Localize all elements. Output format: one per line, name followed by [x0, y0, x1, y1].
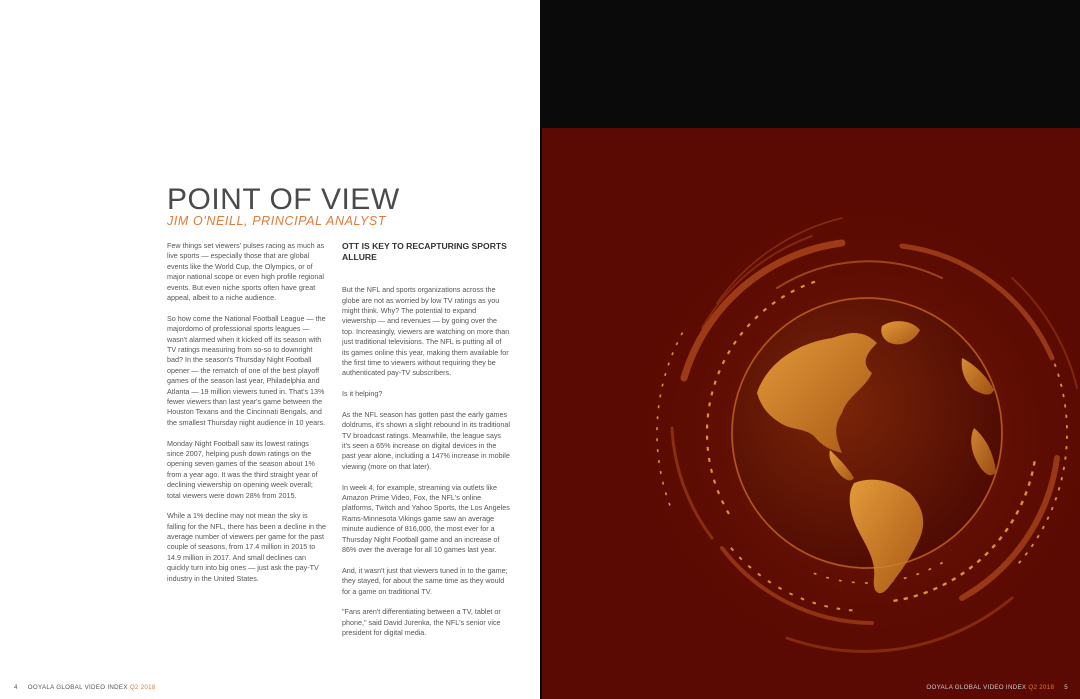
ring-dot [657, 416, 659, 419]
ring-dot [706, 425, 708, 429]
ring-dot [1066, 425, 1068, 428]
ring-dot [656, 438, 658, 441]
ring-dot [865, 582, 868, 584]
paragraph: And, it wasn't just that viewers tuned in to the game; they stayed, for about the same time as they would for a game on traditional TV. [342, 565, 508, 596]
section-heading: OTT IS KEY TO RECAPTURING SPORTS ALLURE [342, 241, 507, 262]
ring-dot [1065, 415, 1067, 418]
right-page [540, 0, 1080, 699]
paragraph: In week 4, for example, streaming via outlets like Amazon Prime Video, Fox, the NFL's online platforms, Twitch and Yahoo Sports, the Los Angeles Rams-Minnesota Vikings game saw an average minute audience of 816,000, the most ever for a Thursday Night Football game and an increase of 86% over the average for all 10 games last year. [342, 482, 510, 555]
ring-dot [657, 449, 659, 452]
footer-right [926, 684, 1068, 691]
paragraph: As the NFL season has gotten past the early games doldrums, it's shown a slight rebound in its traditional TV broadcast ratings. Meanwhile, the league says it's seen a 65% increase on digital devices in the past year alone, including a 147% increase in mobile viewing (more on that later). [342, 409, 510, 471]
footer-brand: OOYALA GLOBAL VIDEO INDEX [27, 684, 128, 691]
ring-dot [1065, 446, 1067, 449]
ring-dot [1066, 436, 1068, 439]
footer-period: Q2 2018 [1028, 684, 1055, 691]
page-number: 4 [14, 684, 18, 691]
article-column-1 [167, 241, 327, 594]
paragraph: Monday Night Football saw its lowest ratings since 2007, helping push down ratings on the opening seven games of the season about 1% from a year ago. It was the third straight year of declining viewership on opening week overall; total viewers were down 28% from 2015. [167, 438, 318, 500]
ring-dot [707, 413, 710, 417]
paragraph: "Fans aren't differentiating between a TV, tablet or phone," said David Jurenka, the NFL's senior vice president for digital media. [342, 607, 501, 638]
ring-dot [852, 581, 855, 583]
author-byline: JIM O'NEILL, PRINCIPAL ANALYST [167, 214, 387, 228]
page-title: POINT OF VIEW [167, 183, 400, 216]
footer-period: Q2 2018 [129, 684, 156, 691]
paragraph: Is it helping? [342, 389, 383, 399]
footer-brand: OOYALA GLOBAL VIDEO INDEX [926, 684, 1027, 691]
footer-left [14, 684, 156, 691]
globe-artwork-panel [542, 128, 1080, 699]
paragraph: So how come the National Football League — the majordomo of professional sports leagues — wasn't alarmed when it kicked off its season with TV ratings measuring from so-so to downright bad? In the season's Thursday Night Football opener — the rematch of one of the best playoff games of the season last year, Philadelphia and Atlanta — 19 million viewers tuned in. That's 13% fewer viewers than last year's game between the Houston Texans and the Cincinnati Bengals, and the smallest Thursday night audience in 10 years. [167, 313, 326, 427]
paragraph: Few things set viewers' pulses racing as much as live sports — especially those that are global events like the World Cup, the Olympics, or of major national scope or even high profile regional events. But even niche sports often have great appeal, albeit to a niche audience. [167, 241, 325, 303]
paragraph: While a 1% decline may not mean the sky is falling for the NFL, there has been a decline in the average number of viewers per game for the past couple of seasons, from 17.4 million in 2015 to 14.9 million in 2017. And small declines can quickly turn into big ones — just ask the pay-TV industry in the United States. [167, 511, 327, 583]
ring-dot [656, 427, 658, 430]
ring-dot [849, 609, 853, 611]
globe-rings-illustration [542, 128, 1080, 699]
ring-dot [706, 447, 709, 451]
ring-dot [706, 436, 708, 440]
paragraph: But the NFL and sports organizations across the globe are not as worried by low TV ratings as you might think. Why? The potential to expand viewership — and revenues — by going over the top. Increasingly, viewers are watching on more than just traditional televisions. The NFL is putting all of its games online this year, making them available for the first time to viewers without requiring they be authenticated pay-TV subscribers. [342, 285, 510, 378]
page-number: 5 [1064, 684, 1068, 691]
article-column-2 [342, 241, 510, 649]
